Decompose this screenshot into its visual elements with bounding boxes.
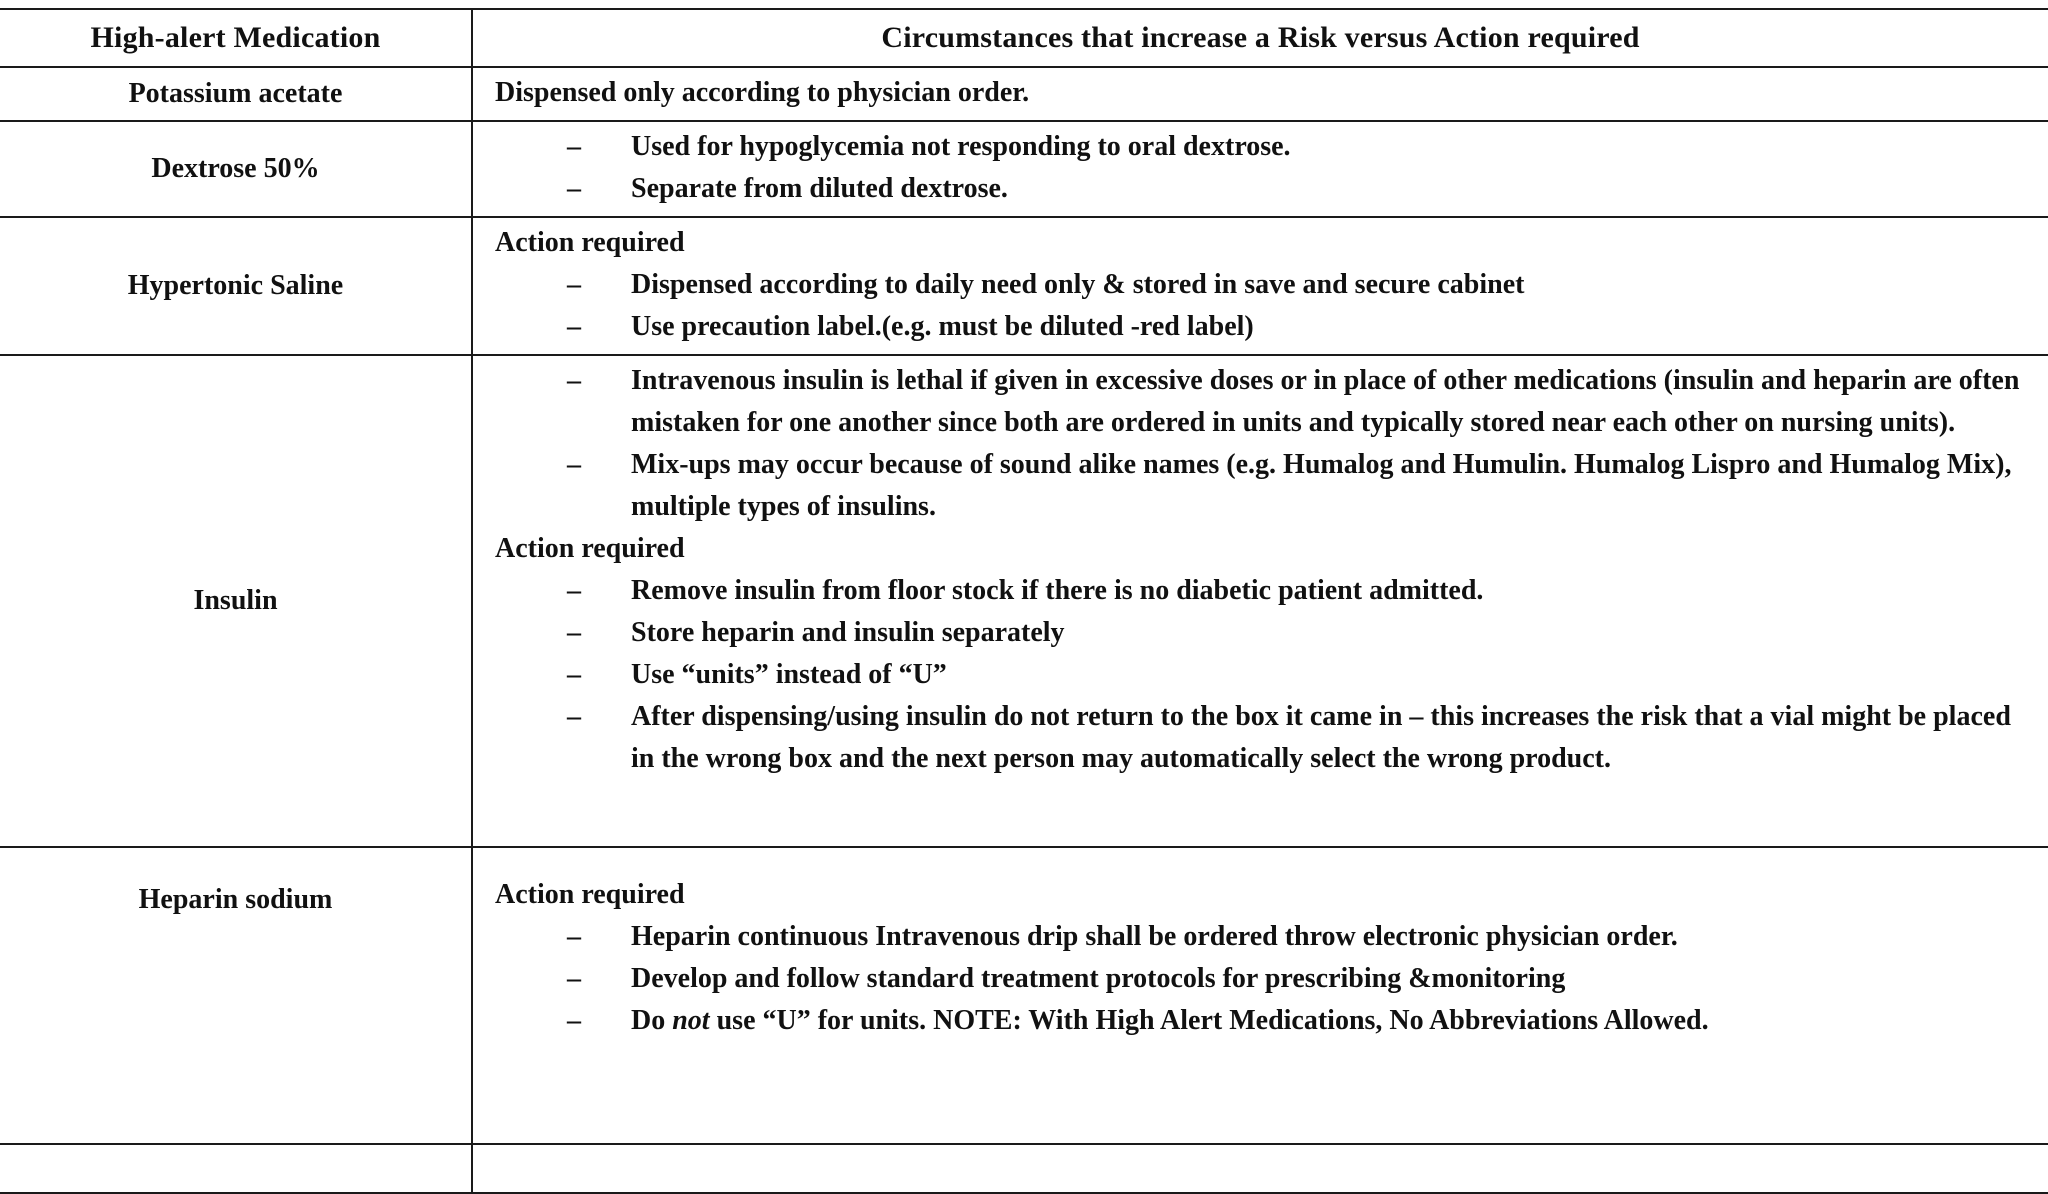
table-header-row: [0, 9, 2048, 67]
list-item-text: Store heparin and insulin separately: [631, 617, 1065, 648]
action-bullet-list: [491, 570, 2038, 780]
table-row-hypertonic-saline: [0, 217, 2048, 355]
list-item-text: [631, 1005, 1709, 1036]
medication-name: Hypertonic Saline: [0, 217, 472, 355]
row-details: [472, 217, 2048, 355]
list-item: [491, 916, 2038, 958]
row-details: [472, 121, 2048, 217]
header-medication: High-alert Medication: [0, 9, 472, 67]
list-item-text: Used for hypoglycemia not responding to oral dextrose.: [631, 131, 1291, 162]
dash-bullet-icon: –: [567, 701, 581, 732]
medication-name: Insulin: [0, 355, 472, 847]
dash-bullet-icon: –: [567, 617, 581, 648]
dash-bullet-icon: –: [567, 311, 581, 342]
list-item: [491, 360, 2038, 444]
list-item-text: Use precaution label.(e.g. must be diluted -red label): [631, 311, 1254, 342]
dash-bullet-icon: –: [567, 449, 581, 480]
note-prefix: Do: [631, 1005, 666, 1036]
list-item-text: After dispensing/using insulin do not return to the box it came in – this increases the risk that a vial might be placed in the wrong box and the next person may automatically select the wrong product.: [631, 701, 2011, 774]
list-item: [491, 306, 2038, 348]
row-intro-text: Dispensed only according to physician order.: [495, 77, 1030, 108]
dash-bullet-icon: –: [567, 365, 581, 396]
list-item-text: Dispensed according to daily need only & stored in save and secure cabinet: [631, 269, 1525, 300]
bullet-list: [491, 916, 2038, 1042]
list-item-text: Separate from diluted dextrose.: [631, 173, 1008, 204]
list-item-text: Remove insulin from floor stock if there is no diabetic patient admitted.: [631, 575, 1484, 606]
list-item-text: Mix-ups may occur because of sound alike names (e.g. Humalog and Humulin. Humalog Lispro and Humalog Mix), multiple types of insulins.: [631, 449, 2012, 522]
dash-bullet-icon: –: [567, 269, 581, 300]
bullet-list: [491, 264, 2038, 348]
medication-name: Dextrose 50%: [0, 121, 472, 217]
high-alert-medication-table: [0, 8, 2048, 1194]
list-item: [491, 444, 2038, 528]
risk-bullet-list: [491, 360, 2038, 528]
table-row-potassium-acetate: [0, 67, 2048, 121]
list-item: [491, 168, 2038, 210]
note-emphasis: not: [672, 1005, 710, 1036]
dash-bullet-icon: –: [567, 963, 581, 994]
dash-bullet-icon: –: [567, 575, 581, 606]
list-item-text: Develop and follow standard treatment protocols for prescribing &monitoring: [631, 963, 1566, 994]
note-suffix: use “U” for units. NOTE: With High Alert Medications, No Abbreviations Allowed.: [716, 1005, 1709, 1036]
table-row-insulin: [0, 355, 2048, 847]
list-item: [491, 1000, 2038, 1042]
row-details: [472, 67, 2048, 121]
header-circumstances: Circumstances that increase a Risk versus Action required: [472, 9, 2048, 67]
list-item: [491, 696, 2038, 780]
list-item-text: Heparin continuous Intravenous drip shall be ordered throw electronic physician order.: [631, 921, 1678, 952]
row-details: [472, 355, 2048, 847]
dash-bullet-icon: –: [567, 131, 581, 162]
medication-name: Heparin sodium: [0, 847, 472, 1193]
table-row-heparin-sodium: [0, 847, 2048, 1193]
dash-bullet-icon: –: [567, 1005, 581, 1036]
row-details: [472, 847, 2048, 1193]
medication-name: Potassium acetate: [0, 67, 472, 121]
bullet-list: [491, 126, 2038, 210]
list-item: [491, 654, 2038, 696]
table-row-dextrose: [0, 121, 2048, 217]
dash-bullet-icon: –: [567, 659, 581, 690]
page-bottom-rule: [0, 1143, 2048, 1145]
list-item: [491, 570, 2038, 612]
list-item-text: Intravenous insulin is lethal if given in excessive doses or in place of other medications (insulin and heparin are often mistaken for one another since both are ordered in units and typically stored near each other on nursing units).: [631, 365, 2020, 438]
list-item: [491, 958, 2038, 1000]
list-item: [491, 264, 2038, 306]
list-item-text: Use “units” instead of “U”: [631, 659, 947, 690]
dash-bullet-icon: –: [567, 921, 581, 952]
dash-bullet-icon: –: [567, 173, 581, 204]
action-required-heading: Action required: [495, 227, 685, 258]
list-item: [491, 126, 2038, 168]
action-required-heading: Action required: [495, 533, 685, 564]
list-item: [491, 612, 2038, 654]
action-required-heading: Action required: [495, 879, 685, 910]
